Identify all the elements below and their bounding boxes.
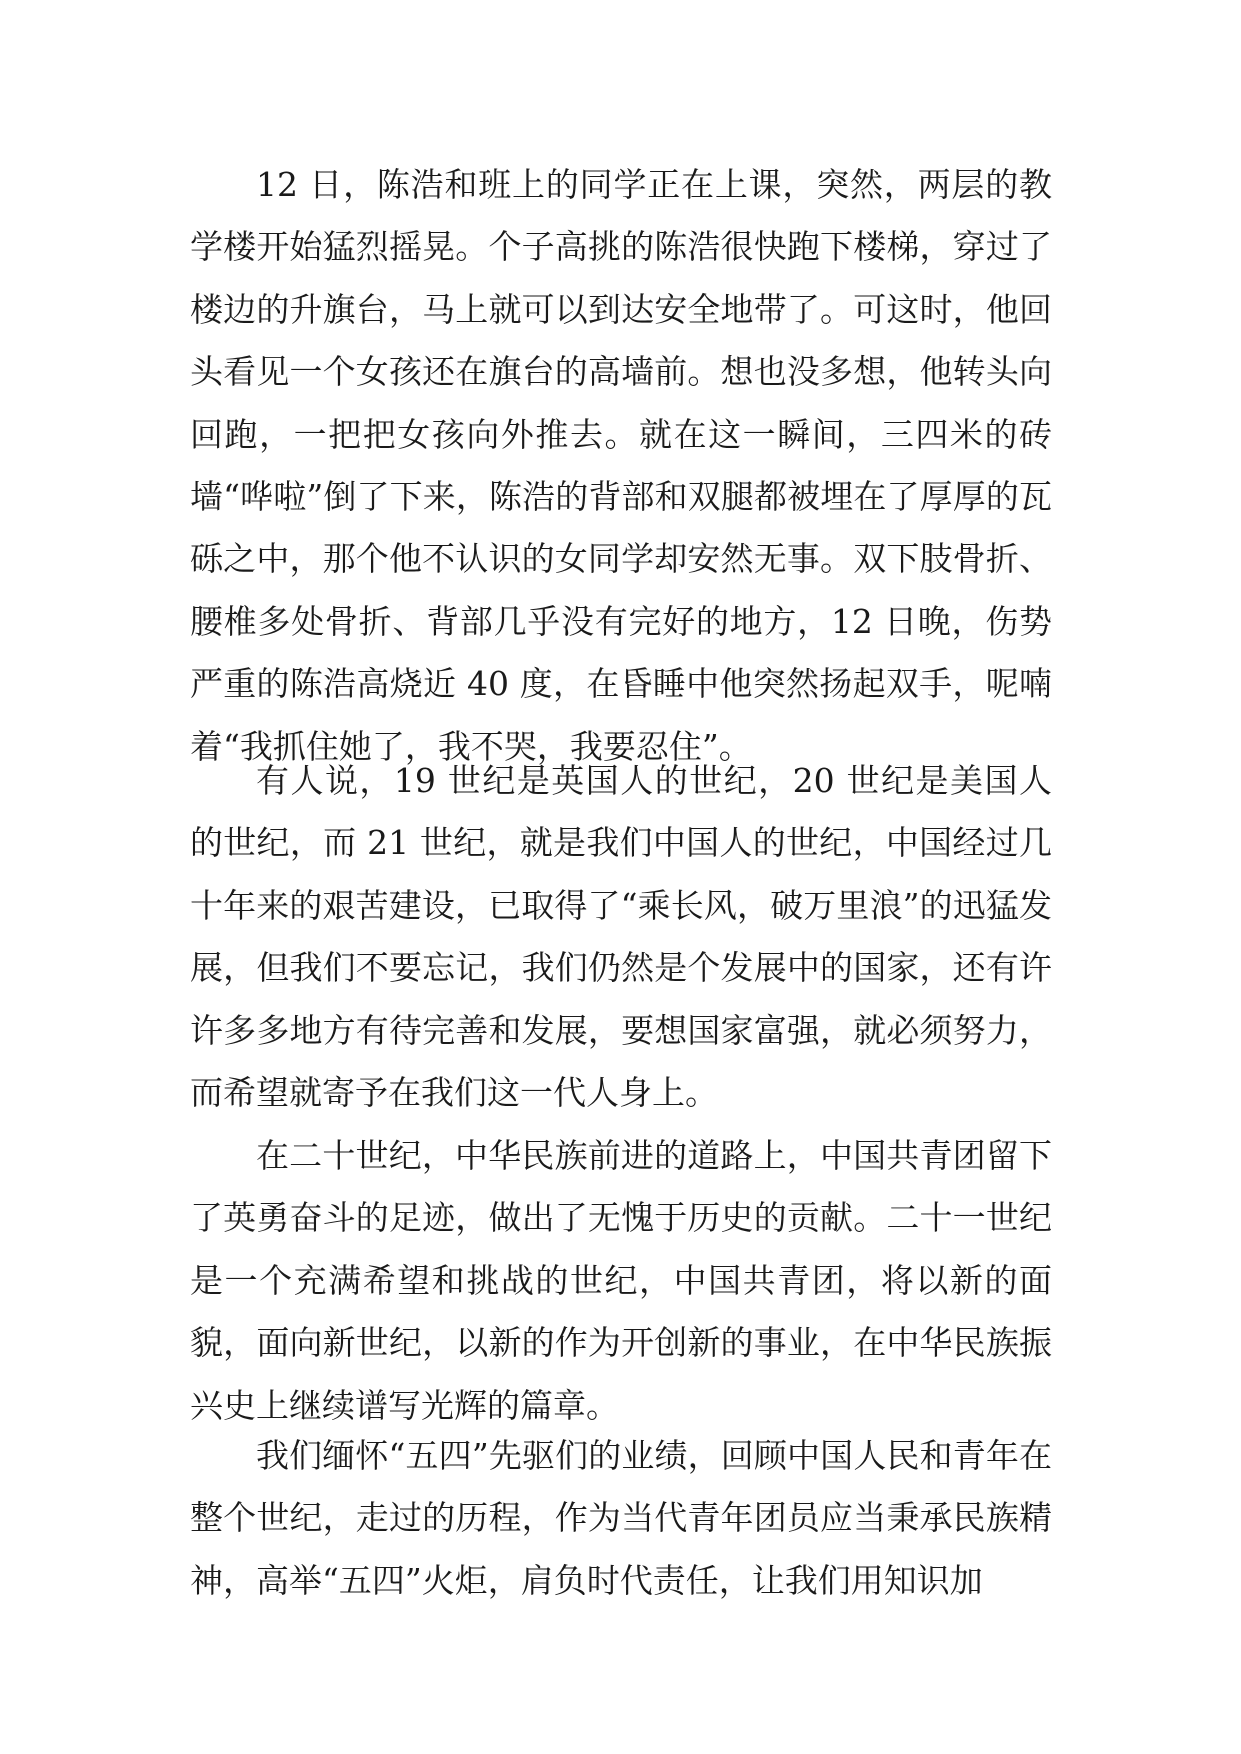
paragraph-earthquake-rescue: 12 日，陈浩和班上的同学正在上课，突然，两层的教学楼开始猛烈摇晃。个子高挑的陈浩很快跑下楼梯，穿过了楼边的升旗台，马上就可以到达安全地带了。可这时，他回头看见一个女孩还在旗台的高墙前。想也没多想，他转头向回跑，一把把女孩向外推去。就在这一瞬间，三四米的砖墙“哗啦”倒了下来，陈浩的背部和双腿都被埋在了厚厚的瓦砾之中，那个他不认识的女同学却安然无事。双下肢骨折、腰椎多处骨折、背部几乎没有完好的地方，12 日晚，伤势严重的陈浩高烧近 40 度，在昏睡中他突然扬起双手，呢喃着“我抓住她了，我不哭，我要忍住”。 [190,165,1052,766]
paragraph-youth-league: 在二十世纪，中华民族前进的道路上，中国共青团留下了英勇奋斗的足迹，做出了无愧于历史的贡献。二十一世纪是一个充满希望和挑战的世纪，中国共青团，将以新的面貌，面向新世纪，以新的作为开创新的事业，在中华民族振兴史上继续谱写光辉的篇章。 [190,1136,1052,1425]
paragraph-may-fourth: 我们缅怀“五四”先驱们的业绩，回顾中国人民和青年在整个世纪，走过的历程，作为当代青年团员应当秉承民族精神，高举“五四”火炬，肩负时代责任，让我们用知识加 [190,1436,1052,1600]
paragraph-chinese-century: 有人说，19 世纪是英国人的世纪，20 世纪是美国人的世纪，而 21 世纪，就是我们中国人的世纪，中国经过几十年来的艰苦建设，已取得了“乘长风，破万里浪”的迅猛发展，但我们不要忘记，我们仍然是个发展中的国家，还有许许多多地方有待完善和发展，要想国家富强，就必须努力，而希望就寄予在我们这一代人身上。 [190,761,1052,1113]
